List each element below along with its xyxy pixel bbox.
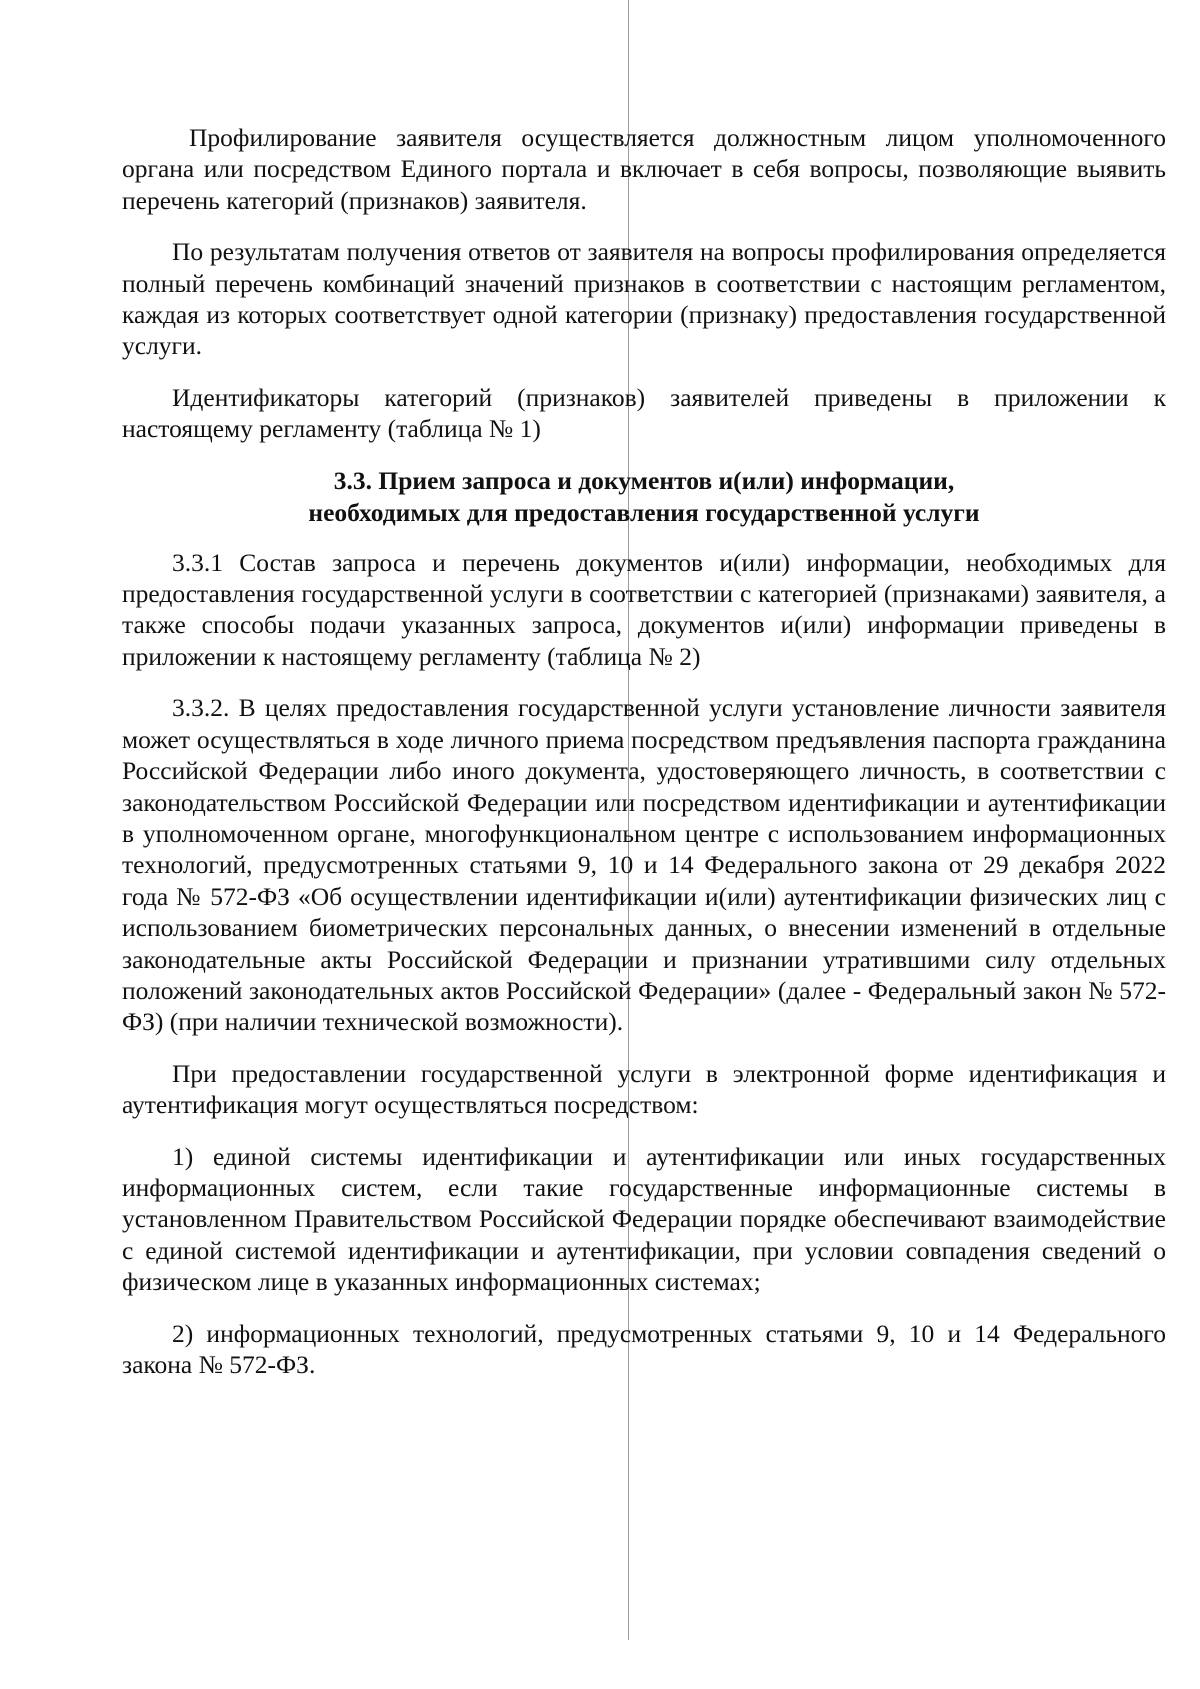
- list-item-1: 1) единой системы идентификации и аутентификации или иных государственных информационных систем, если такие государственные информационные системы в установленном Правительством Российской Федерации порядке обеспечивают взаимодействие с единой системой идентификации и аутентификации, при условии совпадения сведений о физическом лице в указанных информационных системах;: [122, 1141, 1166, 1297]
- list-item-2: 2) информационных технологий, предусмотренных статьями 9, 10 и 14 Федерального закона № 572-ФЗ.: [122, 1318, 1166, 1379]
- paragraph-3-3-2: 3.3.2. В целях предоставления государственной услуги установление личности заявителя может осуществляться в ходе личного приема посредством предъявления паспорта гражданина Российской Федерации либо иного документа, удостоверяющего личность, в соответствии с законодательством Российской Федерации или посредством идентификации и аутентификации в уполномоченном органе, многофункциональном центре с использованием информационных технологий, предусмотренных статьями 9, 10 и 14 Федерального закона от 29 декабря 2022 года № 572-ФЗ «Об осуществлении идентификации и(или) аутентификации физических лиц с использованием биометрических персональных данных, о внесении изменений в отдельные законодательные акты Российской Федерации и признании утратившими силу отдельных положений законодательных актов Российской Федерации» (далее - Федеральный закон № 572-ФЗ) (при наличии технической возможности).: [122, 693, 1166, 1037]
- paragraph-profiling: Профилирование заявителя осуществляется должностным лицом уполномоченного органа или посредством Единого портала и включает в себя вопросы, позволяющие выявить перечень категорий (признаков) заявителя.: [122, 123, 1166, 215]
- paragraph-profiling-results: По результатам получения ответов от заявителя на вопросы профилирования определяется полный перечень комбинаций значений признаков в соответствии с настоящим регламентом, каждая из которых соответствует одной категории (признаку) предоставления государственной услуги.: [122, 237, 1166, 361]
- section-heading-line-1: 3.3. Прием запроса и документов и(или) информации,: [333, 465, 955, 495]
- document-body: [122, 122, 1166, 1400]
- section-heading-line-2: необходимых для предоставления государственной услуги: [308, 497, 980, 527]
- paragraph-electronic-identification: При предоставлении государственной услуги в электронной форме идентификация и аутентификация могут осуществляться посредством:: [122, 1058, 1166, 1120]
- section-heading: [122, 465, 1166, 529]
- paragraph-3-3-1: 3.3.1 Состав запроса и перечень документов и(или) информации, необходимых для предоставления государственной услуги в соответствии с категорией (признаками) заявителя, а также способы подачи указанных запроса, документов и(или) информации приведены в приложении к настоящему регламенту (таблица № 2): [122, 547, 1166, 671]
- paragraph-category-identifiers: Идентификаторы категорий (признаков) заявителей приведены в приложении к настоящему регламенту (таблица № 1): [122, 382, 1166, 444]
